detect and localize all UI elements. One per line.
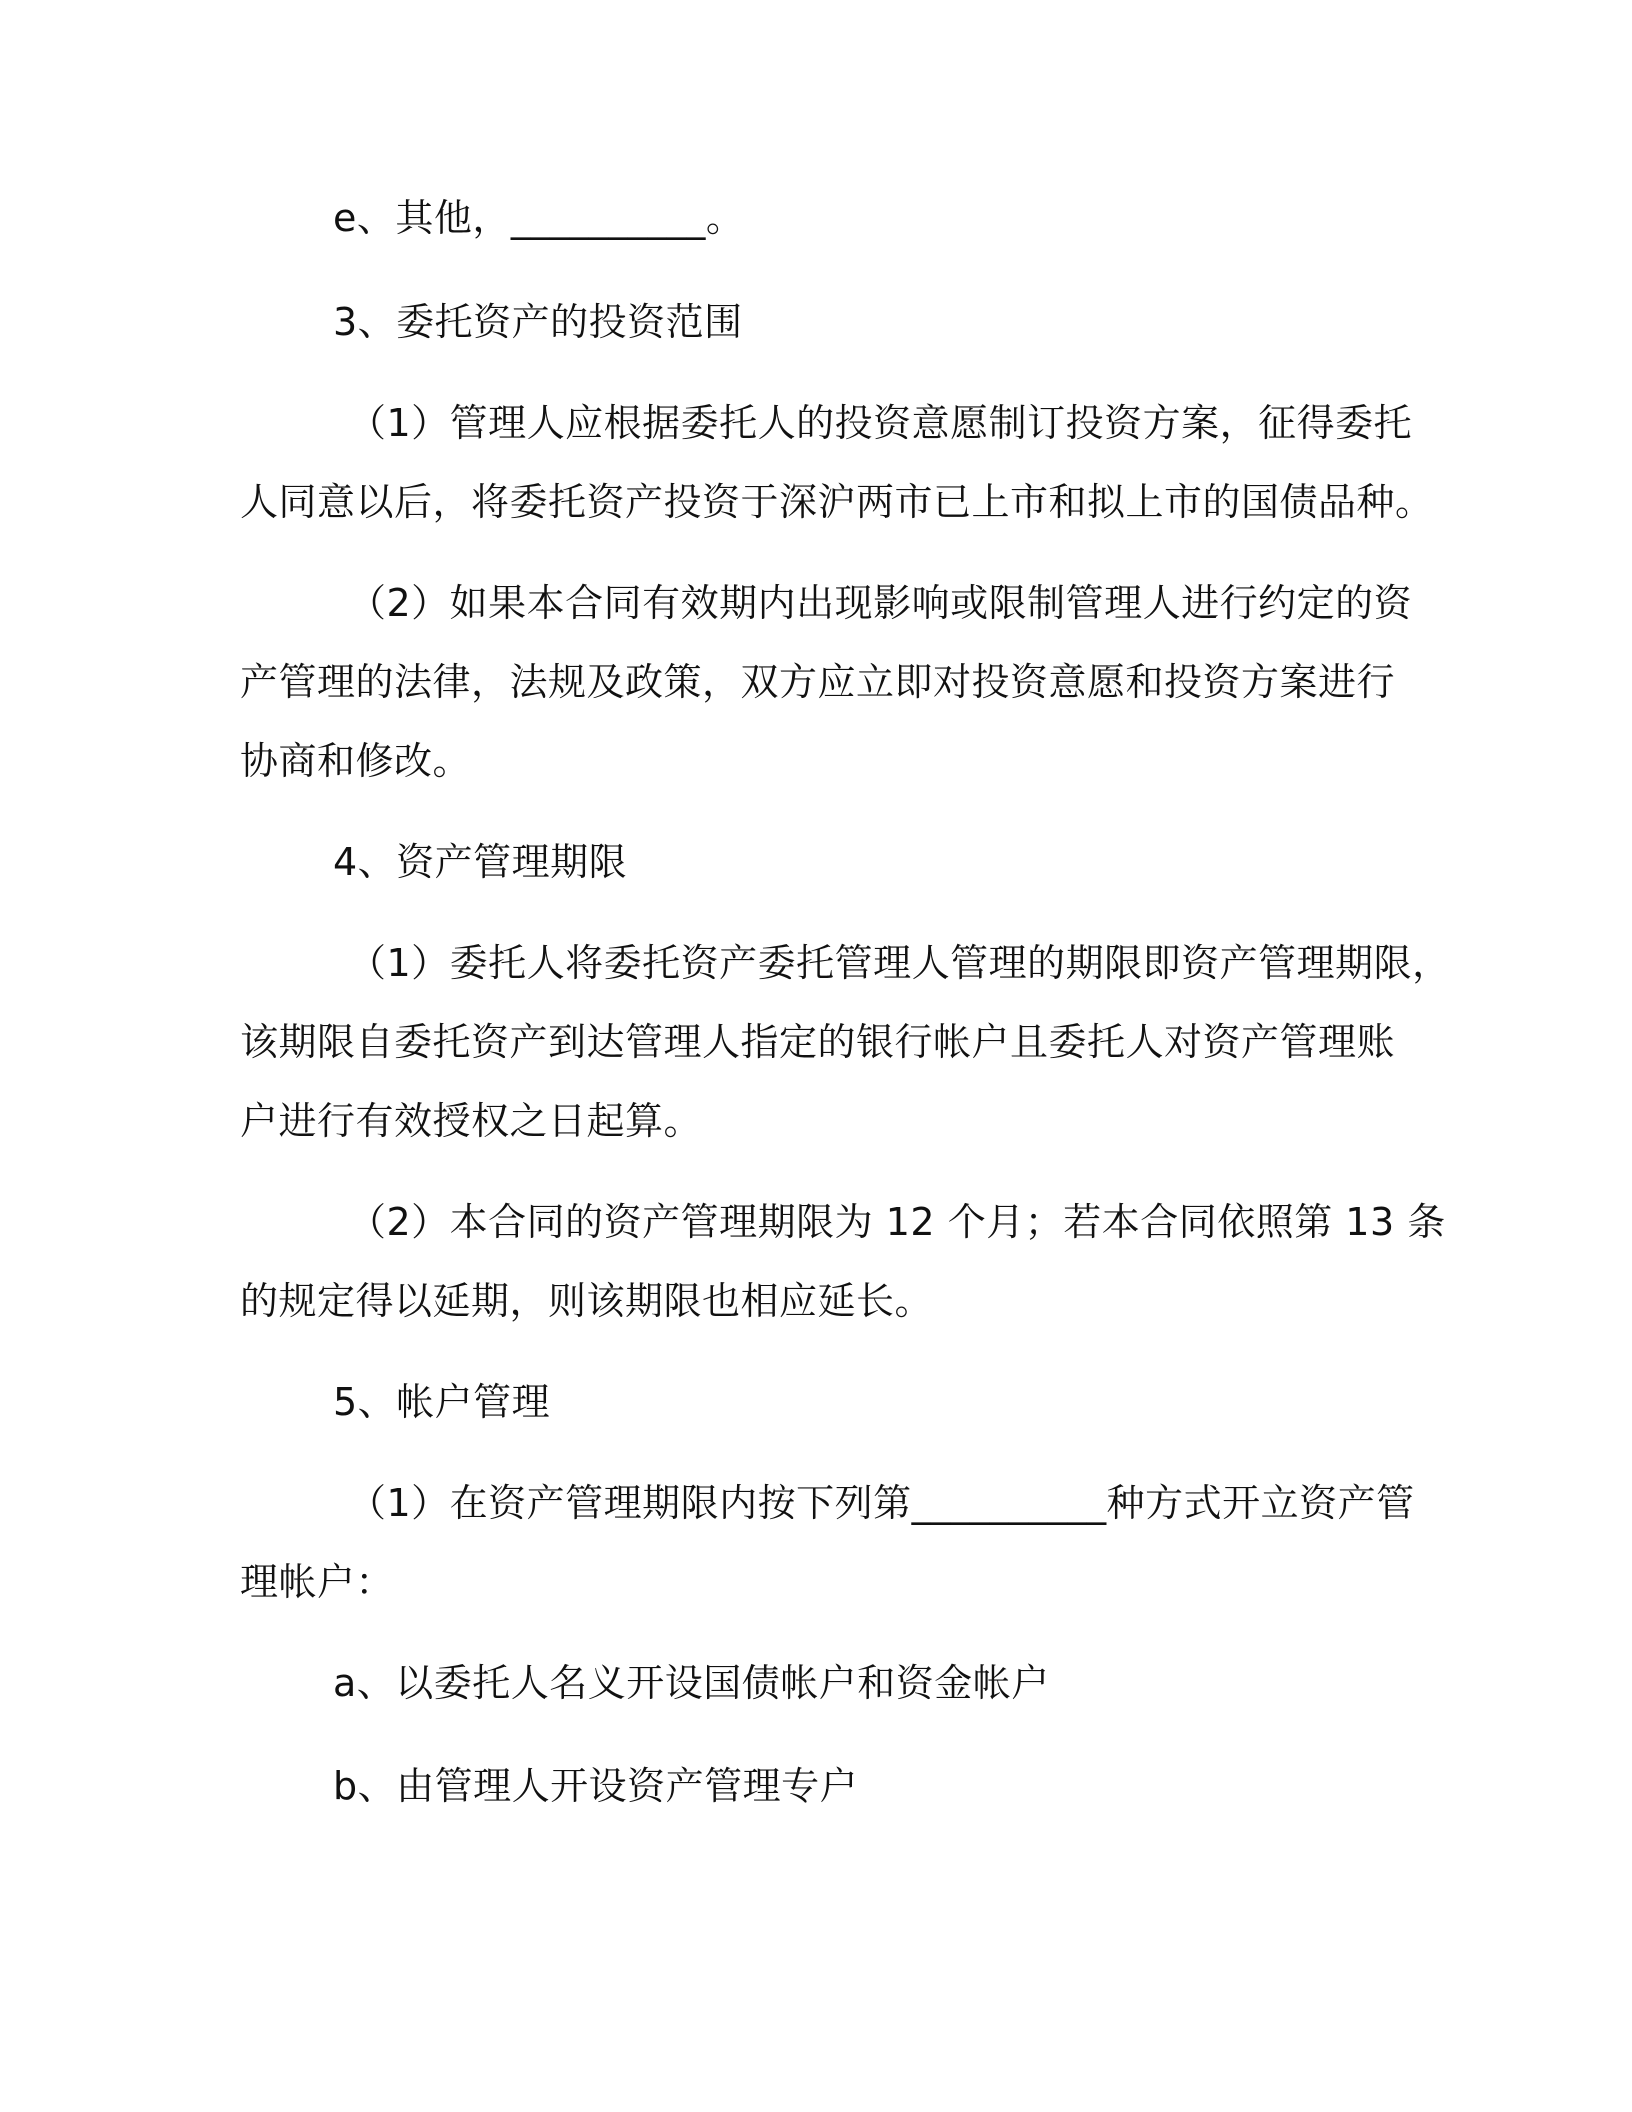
section-4-clause-1-line-2: 该期限自委托资产到达管理人指定的银行帐户且委托人对资产管理账 bbox=[240, 1020, 1396, 1064]
section-3-clause-1-line-2: 人同意以后，将委托资产投资于深沪两市已上市和拟上市的国债品种。 bbox=[240, 480, 1434, 524]
option-a: a、以委托人名义开设国债帐户和资金帐户 bbox=[333, 1661, 1050, 1705]
option-b: b、由管理人开设资产管理专户 bbox=[333, 1764, 859, 1808]
section-3-clause-2-line-1: （2）如果本合同有效期内出现影响或限制管理人进行约定的资 bbox=[348, 581, 1413, 625]
section-4-clause-2-line-1: （2）本合同的资产管理期限为 12 个月；若本合同依照第 13 条 bbox=[348, 1200, 1446, 1244]
section-3-clause-1-line-1: （1）管理人应根据委托人的投资意愿制订投资方案，征得委托 bbox=[348, 401, 1413, 445]
section-3-clause-2-line-3: 协商和修改。 bbox=[240, 739, 472, 783]
section-3-heading: 3、委托资产的投资范围 bbox=[333, 300, 743, 344]
section-5-clause-1-line-1: （1）在资产管理期限内按下列第__________种方式开立资产管 bbox=[348, 1481, 1415, 1525]
section-5-clause-1-line-2: 理帐户： bbox=[240, 1560, 395, 1604]
section-4-heading: 4、资产管理期限 bbox=[333, 840, 628, 884]
section-3-clause-2-line-2: 产管理的法律，法规及政策，双方应立即对投资意愿和投资方案进行 bbox=[240, 660, 1396, 704]
section-4-clause-2-line-2: 的规定得以延期，则该期限也相应延长。 bbox=[240, 1279, 934, 1323]
section-4-clause-1-line-1: （1）委托人将委托资产委托管理人管理的期限即资产管理期限， bbox=[348, 941, 1451, 985]
section-5-heading: 5、帐户管理 bbox=[333, 1380, 551, 1424]
section-4-clause-1-line-3: 户进行有效授权之日起算。 bbox=[240, 1099, 703, 1143]
item-e-other: e、其他，__________。 bbox=[333, 196, 745, 240]
